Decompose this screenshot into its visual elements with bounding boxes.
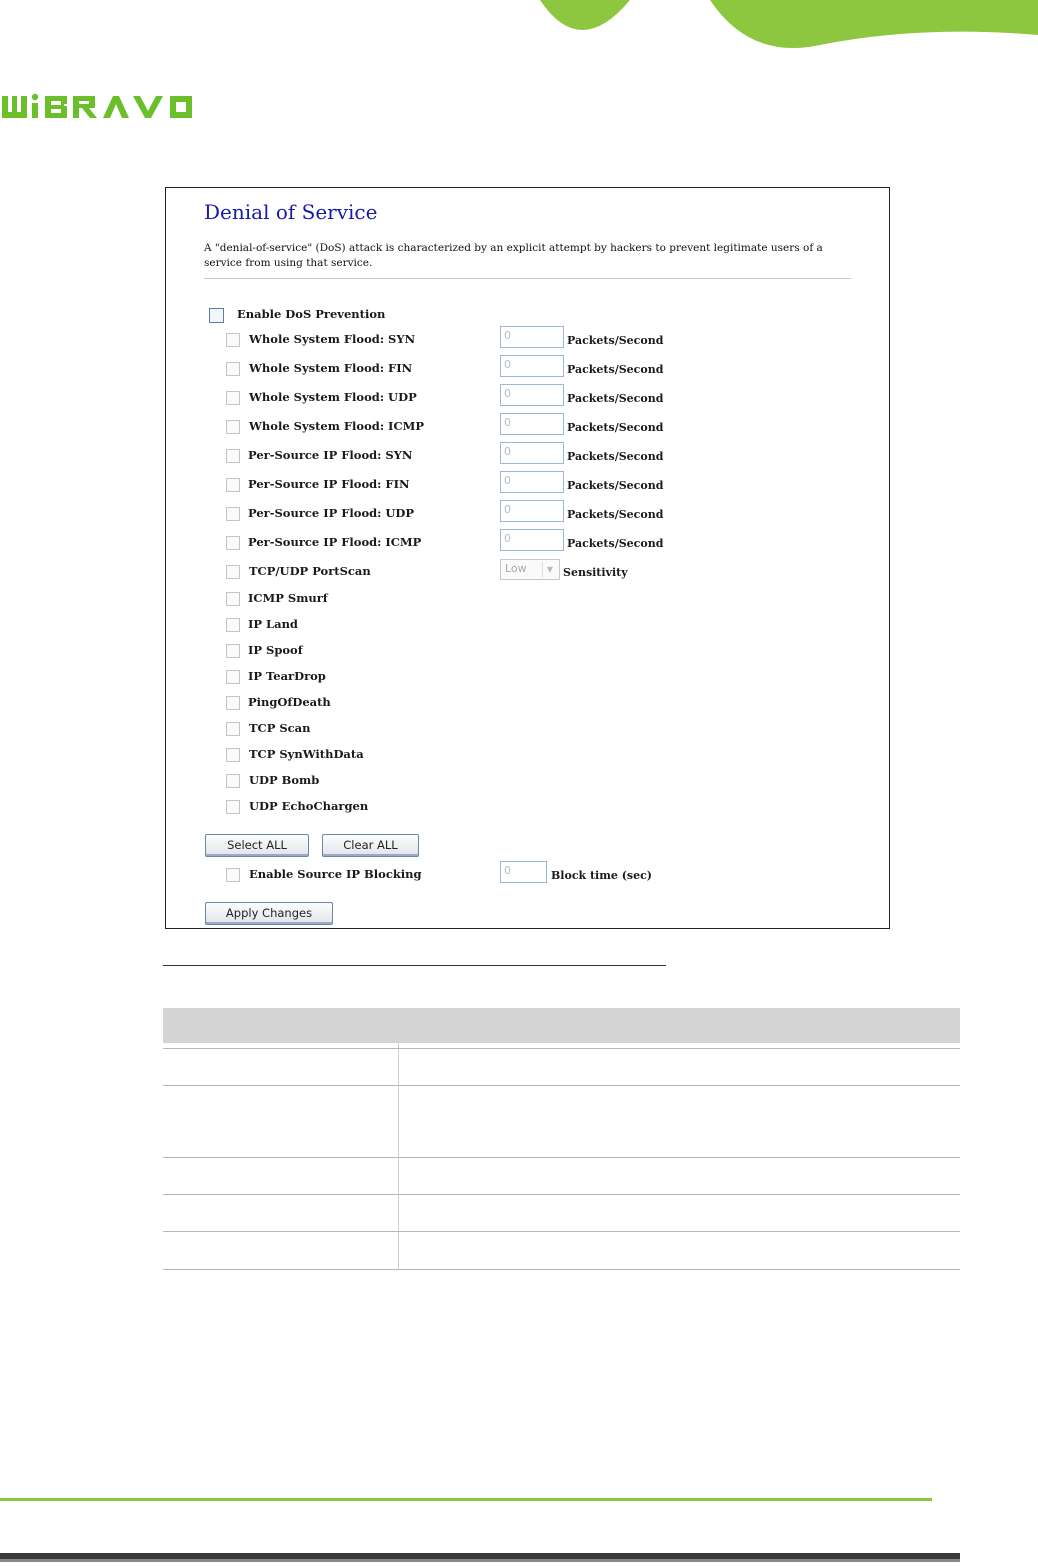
rate-unit: Packets/Second [567,421,664,434]
rate-input[interactable]: 0 [500,326,564,348]
sensitivity-select[interactable] [500,559,560,580]
option-checkbox[interactable] [226,748,240,762]
table-header [163,1008,960,1043]
rate-input[interactable]: 0 [500,500,564,522]
table-row [163,1049,960,1086]
rate-unit: Packets/Second [567,508,664,521]
option-label: UDP Bomb [249,773,320,787]
block-time-label: Block time (sec) [551,869,652,882]
table-row [163,1158,960,1195]
option-label: IP TearDrop [248,669,326,683]
clear-all-button[interactable]: Clear ALL [322,834,419,857]
option-checkbox[interactable] [226,592,240,606]
table-row [163,1195,960,1232]
footer-green-bar [0,1498,932,1501]
rate-label: Whole System Flood: UDP [249,390,417,404]
rate-label: Per-Source IP Flood: FIN [248,477,410,491]
rate-label: Per-Source IP Flood: UDP [248,506,415,520]
rate-row [166,418,886,438]
option-row [166,642,886,662]
rate-checkbox[interactable] [226,536,240,550]
enable-dos-checkbox[interactable] [209,308,224,323]
caption-underline [163,965,666,966]
rate-label: Whole System Flood: SYN [249,332,416,346]
option-row [166,798,886,818]
option-label: IP Land [248,617,298,631]
chevron-down-icon: ▼ [542,562,557,577]
rate-unit: Packets/Second [567,363,664,376]
option-checkbox[interactable] [226,774,240,788]
rate-row [166,534,886,554]
rate-checkbox[interactable] [226,333,240,347]
option-checkbox[interactable] [226,722,240,736]
option-checkbox[interactable] [226,670,240,684]
divider [204,278,851,279]
option-label: TCP SynWithData [249,747,364,761]
portscan-row [166,563,886,583]
rate-input[interactable]: 0 [500,442,564,464]
description-table [163,1008,960,1043]
option-row [166,746,886,766]
option-row [166,772,886,792]
block-time-input[interactable]: 0 [500,861,547,883]
dos-settings-panel [165,187,890,929]
rate-checkbox[interactable] [226,362,240,376]
option-label: TCP Scan [249,721,311,735]
option-row [166,720,886,740]
source-ip-blocking-label: Enable Source IP Blocking [249,867,422,881]
header-decoration [520,0,1038,60]
rate-checkbox[interactable] [226,478,240,492]
footer-dark-bar-shadow [0,1559,960,1562]
rate-unit: Packets/Second [567,479,664,492]
rate-unit: Packets/Second [567,334,664,347]
rate-checkbox[interactable] [226,420,240,434]
source-ip-blocking-checkbox[interactable] [226,868,240,882]
option-row [166,694,886,714]
source-ip-blocking-row [166,866,886,886]
option-checkbox[interactable] [226,644,240,658]
page-description: A "denial-of-service" (DoS) attack is characterized by an explicit attempt by hackers to prevent legitimate users of a service from using that service. [204,242,823,269]
rate-unit: Packets/Second [567,537,664,550]
table-row [163,1232,960,1270]
enable-dos-row [166,306,886,326]
option-checkbox[interactable] [226,696,240,710]
apply-changes-button[interactable]: Apply Changes [205,902,333,925]
portscan-checkbox[interactable] [226,565,240,579]
page-title: Denial of Service [204,200,378,224]
rate-label: Whole System Flood: ICMP [249,419,424,433]
rate-checkbox[interactable] [226,507,240,521]
rate-row [166,447,886,467]
rate-row [166,505,886,525]
rate-input[interactable]: 0 [500,471,564,493]
option-row [166,668,886,688]
rate-label: Per-Source IP Flood: ICMP [248,535,422,549]
rate-unit: Packets/Second [567,450,664,463]
rate-input[interactable]: 0 [500,355,564,377]
option-label: UDP EchoChargen [249,799,369,813]
option-label: ICMP Smurf [248,591,328,605]
option-checkbox[interactable] [226,618,240,632]
option-label: PingOfDeath [248,695,331,709]
rate-label: Per-Source IP Flood: SYN [248,448,413,462]
option-label: IP Spoof [248,643,303,657]
enable-dos-label: Enable DoS Prevention [237,307,386,321]
portscan-label: TCP/UDP PortScan [249,564,371,578]
rate-row [166,360,886,380]
option-checkbox[interactable] [226,800,240,814]
wibravo-logo [0,92,245,122]
rate-row [166,331,886,351]
rate-label: Whole System Flood: FIN [249,361,413,375]
option-row [166,590,886,610]
rate-checkbox[interactable] [226,391,240,405]
rate-input[interactable]: 0 [500,384,564,406]
sensitivity-label: Sensitivity [563,566,628,579]
table-row [163,1086,960,1158]
rate-unit: Packets/Second [567,392,664,405]
option-row [166,616,886,636]
sensitivity-value: Low [505,562,527,575]
rate-input[interactable]: 0 [500,529,564,551]
rate-checkbox[interactable] [226,449,240,463]
rate-input[interactable]: 0 [500,413,564,435]
select-all-button[interactable]: Select ALL [205,834,309,857]
rate-row [166,476,886,496]
rate-row [166,389,886,409]
